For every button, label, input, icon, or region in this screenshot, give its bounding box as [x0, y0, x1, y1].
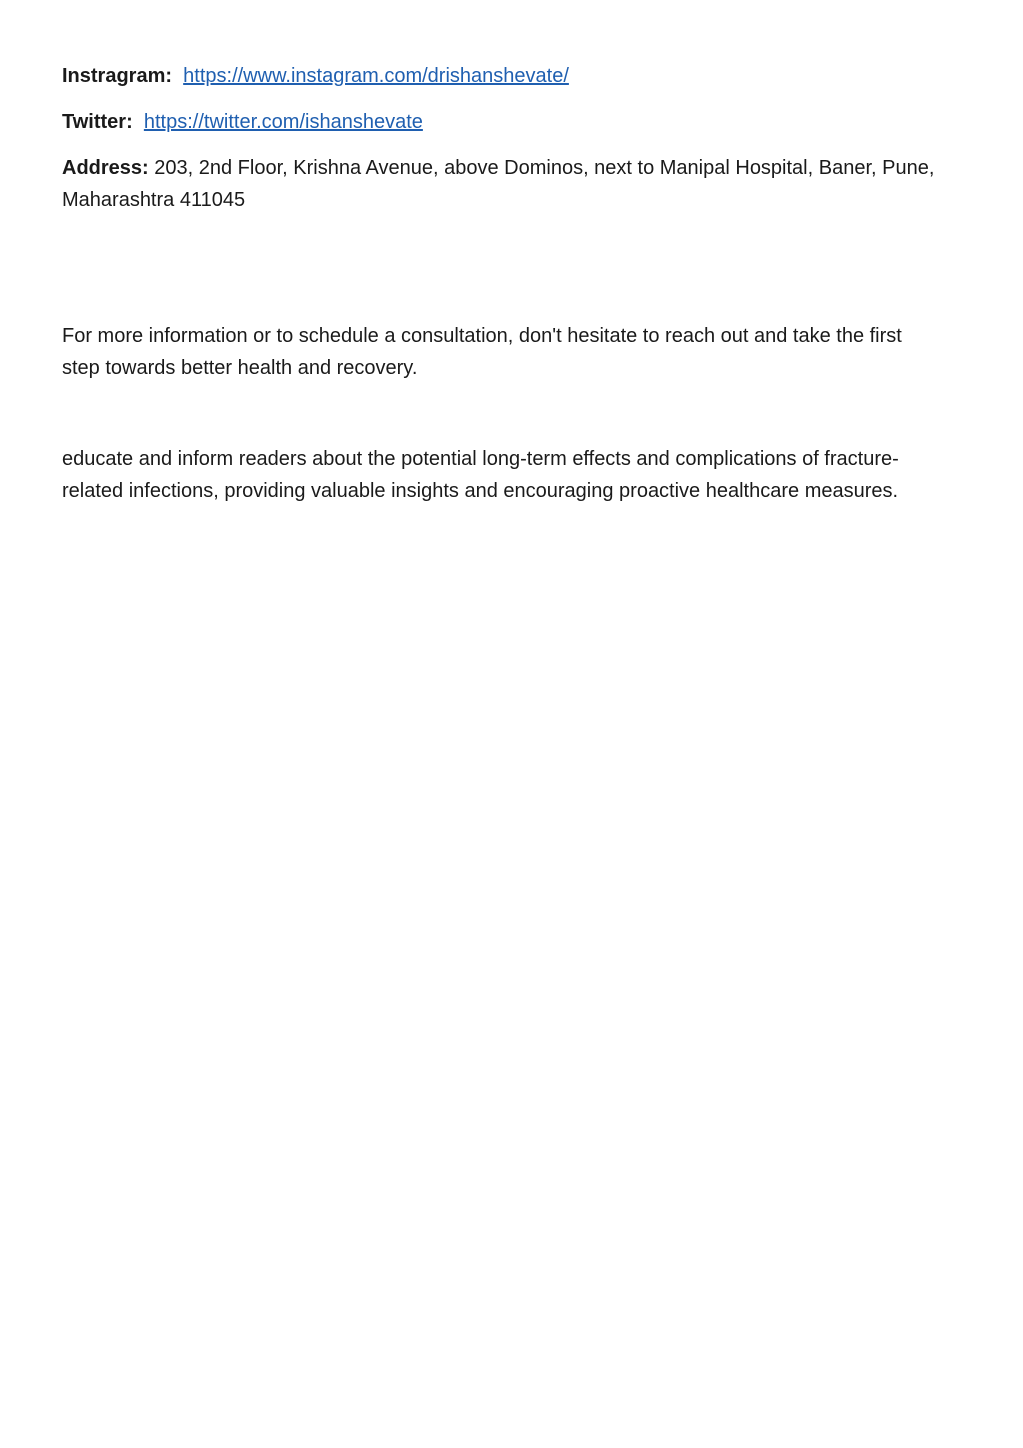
twitter-link[interactable]: https://twitter.com/ishanshevate	[143, 111, 423, 133]
educate-paragraph: educate and inform readers about the potential long-term effects and complications of fracture-related infections, providing valuable insights and encouraging proactive healthcare measures.	[62, 448, 899, 502]
instagram-link[interactable]: https://www.instagram.com/drishanshevate/	[183, 65, 569, 87]
address-text: 203, 2nd Floor, Krishna Avenue, above Dominos, next to Manipal Hospital, Baner, Pune, Maharashtra 411045	[62, 157, 935, 211]
twitter-label: Twitter:	[62, 111, 133, 133]
address-row	[62, 152, 962, 216]
address-label: Address:	[62, 157, 149, 179]
info-paragraph: For more information or to schedule a consultation, don't hesitate to reach out and take the first step towards better health and recovery.	[62, 325, 902, 379]
instagram-row	[62, 60, 962, 92]
instagram-label: Instragram:	[62, 65, 173, 87]
twitter-row	[62, 106, 962, 138]
